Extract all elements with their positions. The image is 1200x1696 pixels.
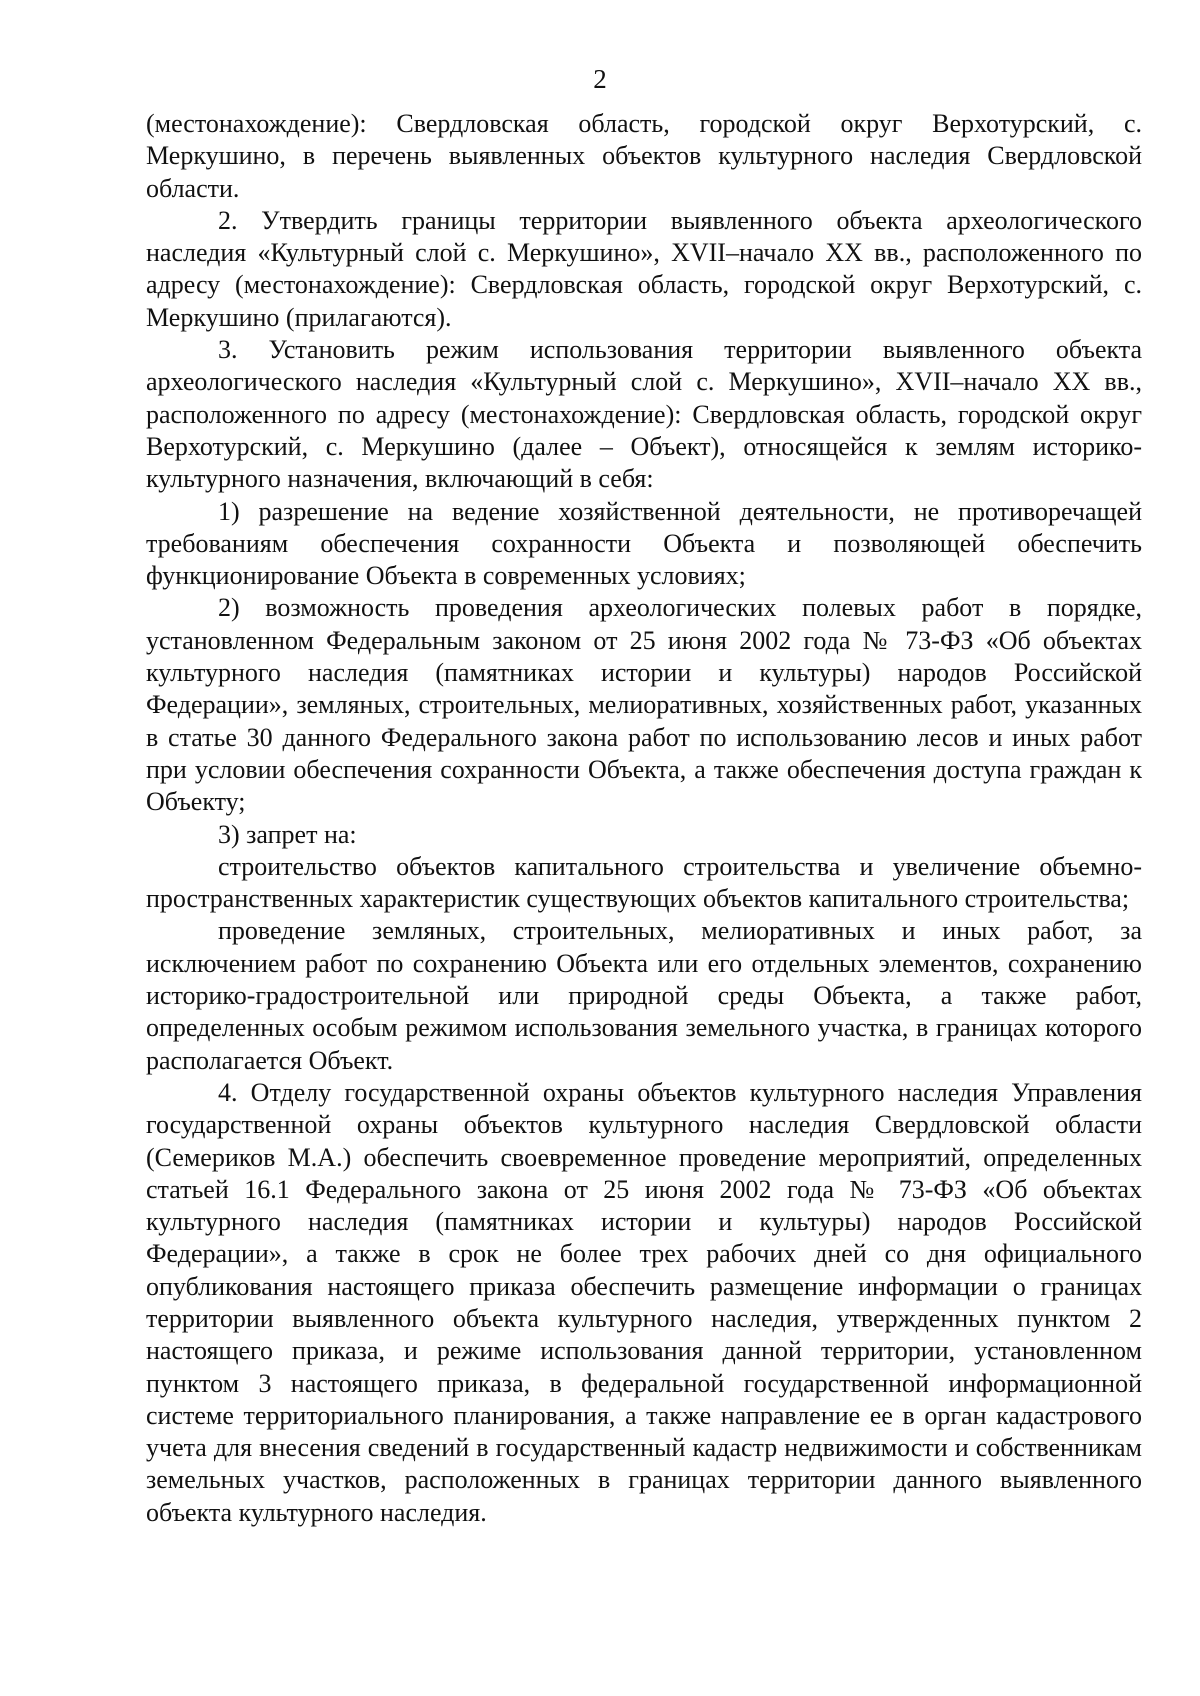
paragraph-subitem-3: 3) запрет на:: [218, 819, 357, 849]
paragraph-prohibition-works: проведение земляных, строительных, мелиоративных и иных работ, за исключением работ по сохранению Объекта или его отдельных элементов, сохранению историко-градостроительной или природной среды Объекта, а также работ, определенных особым режимом использования земельного участка, в границах которого располагается Объект.: [146, 916, 1142, 1075]
paragraph-subitem-2: 2) возможность проведения археологических полевых работ в порядке, установленном Федеральным законом от 25 июня 2002 года № 73-ФЗ «Об объектах культурного наследия (памятниках истории и культуры) народов Российской Федерации», земляных, строительных, мелиоративных, хозяйственных работ, указанных в статье 30 данного Федерального закона работ по использованию лесов и иных работ при условии обеспечения сохранности Объекта, а также обеспечения доступа граждан к Объекту;: [146, 593, 1142, 817]
paragraph-item-2: 2. Утвердить границы территории выявленного объекта археологического наследия «Культурный слой с. Меркушино», XVII–начало XX вв., расположенного по адресу (местонахождение): Свердловская область, городской округ Верхотурский, с. Меркушино (прилагаются).: [146, 205, 1142, 332]
paragraph-item-4: 4. Отделу государственной охраны объектов культурного наследия Управления государственной охраны объектов культурного наследия Свердловской области (Семериков М.А.) обеспечить своевременное проведение мероприятий, определенных статьей 16.1 Федерального закона от 25 июня 2002 года № 73-ФЗ «Об объектах культурного наследия (памятниках истории и культуры) народов Российской Федерации», а также в срок не более трех рабочих дней со дня официального опубликования настоящего приказа обеспечить размещение информации о границах территории выявленного объекта культурного наследия, утвержденных пунктом 2 настоящего приказа, и режиме использования данной территории, установленном пунктом 3 настоящего приказа, в федеральной государственной информационной системе территориального планирования, а также направление ее в орган кадастрового учета для внесения сведений в государственный кадастр недвижимости и собственникам земельных участков, расположенных в границах территории данного выявленного объекта культурного наследия.: [146, 1077, 1142, 1527]
page-number: 2: [593, 64, 607, 94]
paragraph-prohibition-construction: строительство объектов капитального строительства и увеличение объемно-пространственных характеристик существующих объектов капитального строительства;: [146, 851, 1142, 914]
paragraph-item-3: 3. Установить режим использования территории выявленного объекта археологического наследия «Культурный слой с. Меркушино», XVII–начало XX вв., расположенного по адресу (местонахождение): Свердловская область, городской округ Верхотурский, с. Меркушино (далее – Объект), относящейся к землям историко-культурного назначения, включающий в себя:: [146, 335, 1142, 494]
paragraph-continuation: (местонахождение): Свердловская область, городской округ Верхотурский, с. Меркушино, в перечень выявленных объектов культурного наследия Свердловской области.: [146, 109, 1142, 203]
document-body: [146, 108, 1142, 1529]
paragraph-subitem-1: 1) разрешение на ведение хозяйственной деятельности, не противоречащей требованиям обеспечения сохранности Объекта и позволяющей обеспечить функционирование Объекта в современных условиях;: [146, 496, 1142, 591]
